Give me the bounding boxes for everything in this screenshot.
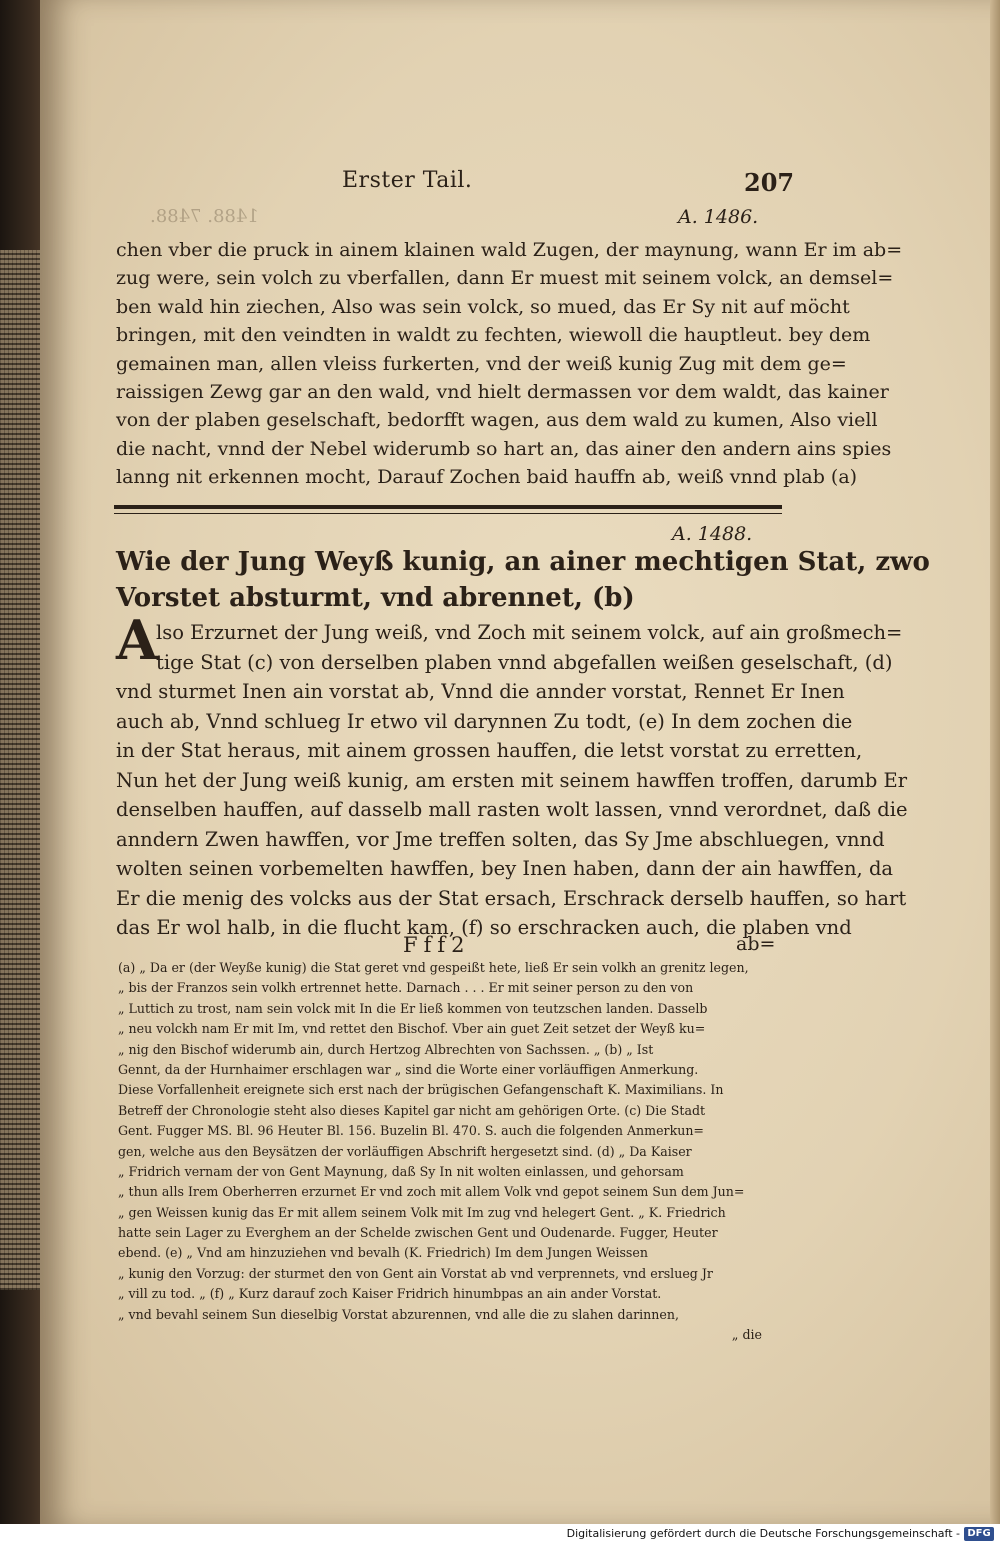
text-line: lso Erzurnet der Jung weiß, vnd Zoch mit seinem volck, auf ain großmech=: [156, 621, 903, 644]
section-rule: [114, 505, 782, 509]
text-line: vnd sturmet Inen ain vorstat ab, Vnnd die annder vorstat, Rennet Er Inen: [116, 680, 845, 703]
top-paragraph: [116, 236, 903, 492]
footnote-line: „ Luttich zu trost, nam sein volck mit In die Er ließ kommen von teutzschen landen. Dasselb: [118, 1000, 708, 1016]
footnotes: [118, 958, 782, 1345]
text-line: Nun het der Jung weiß kunig, am ersten mit seinem hawffen troffen, darumb Er: [116, 768, 908, 792]
text-line: tige Stat (c) von derselben plaben vnnd abgefallen weißen geselschaft, (d): [156, 650, 893, 674]
footnote-line: „ bis der Franzos sein volkh ertrennet hette. Darnach . . . Er mit seiner person zu den von: [118, 980, 694, 996]
footer-bar: [0, 1524, 1000, 1544]
footnote-line: „ Fridrich vernam der von Gent Maynung, daß Sy In nit wolten einlassen, und gehorsam: [118, 1163, 684, 1179]
text-line: denselben hauffen, auf dasselb mall rasten wolt lassen, vnnd verordnet, daß die: [116, 798, 908, 821]
footnote-line: (a) „ Da er (der Weyße kunig) die Stat geret vnd gespeißt hete, ließ Er sein volkh an grenitz legen,: [118, 960, 749, 975]
heading-line: Vorstet absturmt, vnd abrennet, (b): [116, 583, 635, 613]
text-line: in der Stat heraus, mit ainem grossen hauffen, die letst vorstat zu erretten,: [116, 739, 863, 762]
running-head: Erster Tail.: [342, 168, 473, 193]
footnote-line: „ vnd bevahl seinem Sun dieselbig Vorstat abzurennen, vnd alle die zu slahen darinnen,: [118, 1306, 679, 1322]
heading-line: Wie der Jung Weyß kunig, an ainer mechtigen Stat, zwo: [116, 547, 930, 577]
footnote-line: hatte sein Lager zu Everghem an der Schelde zwischen Gent und Oudenarde. Fugger, Heuter: [118, 1225, 718, 1241]
text-line: lanng nit erkennen mocht, Darauf Zochen baid hauffn ab, weiß vnnd plab (a): [116, 466, 858, 489]
show-through-text: 1488. 7488.: [150, 206, 259, 227]
text-line: gemainen man, allen vleiss furkerten, vnd der weiß kunig Zug mit dem ge=: [116, 352, 847, 375]
catchword: ab=: [736, 933, 776, 955]
text-line: ben wald hin ziechen, Also was sein volck, so mued, das Er Sy nit auf möcht: [116, 295, 850, 318]
text-line: Er die menig des volcks aus der Stat ersach, Erschrack derselb hauffen, so hart: [116, 886, 907, 910]
footnote-line: gen, welche aus den Beysätzen der vorläuffigen Abschrift hergesetzt sind. (d) „ Da Kaiser: [118, 1143, 692, 1159]
text-line: anndern Zwen hawffen, vor Jme treffen solten, das Sy Jme abschluegen, vnnd: [116, 827, 885, 851]
footnote-line: „ neu volckh nam Er mit Im, vnd rettet den Bischof. Vber ain guet Zeit setzet der Weyß ku=: [118, 1021, 706, 1037]
text-line: bringen, mit den veindten in waldt zu fechten, wiewoll die hauptleut. bey dem: [116, 324, 871, 347]
footnote-line: Gennt, da der Hurnhaimer erschlagen war „ sind die Worte einer vorläuffigen Anmerkung.: [118, 1061, 699, 1077]
signature-mark: Fff2: [403, 933, 471, 957]
year-mark-1488: A. 1488.: [672, 523, 753, 545]
text-line: auch ab, Vnnd schlueg Ir etwo vil darynnen Zu todt, (e) In dem zochen die: [116, 709, 853, 733]
text-line: wolten seinen vorbemelten hawffen, bey Inen haben, dann der ain hawffen, da: [116, 857, 894, 880]
footnote-line: „ die: [731, 1327, 762, 1343]
text-line: die nacht, vnnd der Nebel widerumb so hart an, das ainer den andern ains spies: [116, 437, 892, 460]
footnote-line: „ thun alls Irem Oberherren erzurnet Er vnd zoch mit allem Volk vnd gepot seinem Sun dem Jun=: [118, 1184, 745, 1200]
drop-cap: A: [116, 608, 158, 672]
text-line: zug were, sein volch zu vberfallen, dann Er muest mit seinem volck, an demsel=: [116, 267, 894, 290]
section-rule-thin: [114, 513, 782, 514]
footnote-line: Betreff der Chronologie steht also dieses Kapitel gar nicht am gehörigen Orte. (c) Die Stadt: [118, 1102, 706, 1118]
footnote-line: „ vill zu tod. „ (f) „ Kurz darauf zoch Kaiser Fridrich hinumbpas an ain ander Vorstat.: [118, 1286, 662, 1302]
footnote-line: „ gen Weissen kunig das Er mit allem seinem Volk mit Im zug vnd helegert Gent. „ K. Friedrich: [118, 1204, 726, 1220]
page-number: 207: [744, 168, 795, 197]
main-paragraph: [116, 618, 908, 943]
text-line: das Er wol halb, in die flucht kam, (f) so erschracken auch, die plaben vnd: [116, 916, 852, 939]
footnote-line: Gent. Fugger MS. Bl. 96 Heuter Bl. 156. Buzelin Bl. 470. S. auch die folgenden Anmerkun=: [118, 1123, 704, 1139]
chapter-heading: [116, 544, 930, 616]
text-line: von der plaben geselschaft, bedorfft wagen, aus dem wald zu kumen, Also viell: [116, 409, 878, 432]
year-mark-1486: A. 1486.: [678, 206, 759, 228]
page-edge: [990, 0, 1000, 1524]
footnote-line: „ kunig den Vorzug: der sturmet den von Gent ain Vorstat ab vnd verprennets, vnd erslueg Jr: [118, 1265, 713, 1281]
footnote-line: „ nig den Bischof widerumb ain, durch Hertzog Albrechten von Sachssen. „ (b) „ Ist: [118, 1041, 654, 1057]
footnote-line: ebend. (e) „ Vnd am hinzuziehen vnd bevalh (K. Friedrich) Im dem Jungen Weissen: [118, 1245, 648, 1261]
footnote-line: Diese Vorfallenheit ereignete sich erst nach der brügischen Gefangenschaft K. Maximilians. In: [118, 1082, 724, 1098]
dfg-logo: DFG: [964, 1527, 994, 1541]
funding-note: Digitalisierung gefördert durch die Deutsche Forschungsgemeinschaft -: [566, 1527, 960, 1540]
text-line: raissigen Zewg gar an den wald, vnd hielt dermassen vor dem waldt, das kainer: [116, 380, 889, 403]
text-line: chen vber die pruck in ainem klainen wald Zugen, der maynung, wann Er im ab=: [116, 239, 903, 261]
